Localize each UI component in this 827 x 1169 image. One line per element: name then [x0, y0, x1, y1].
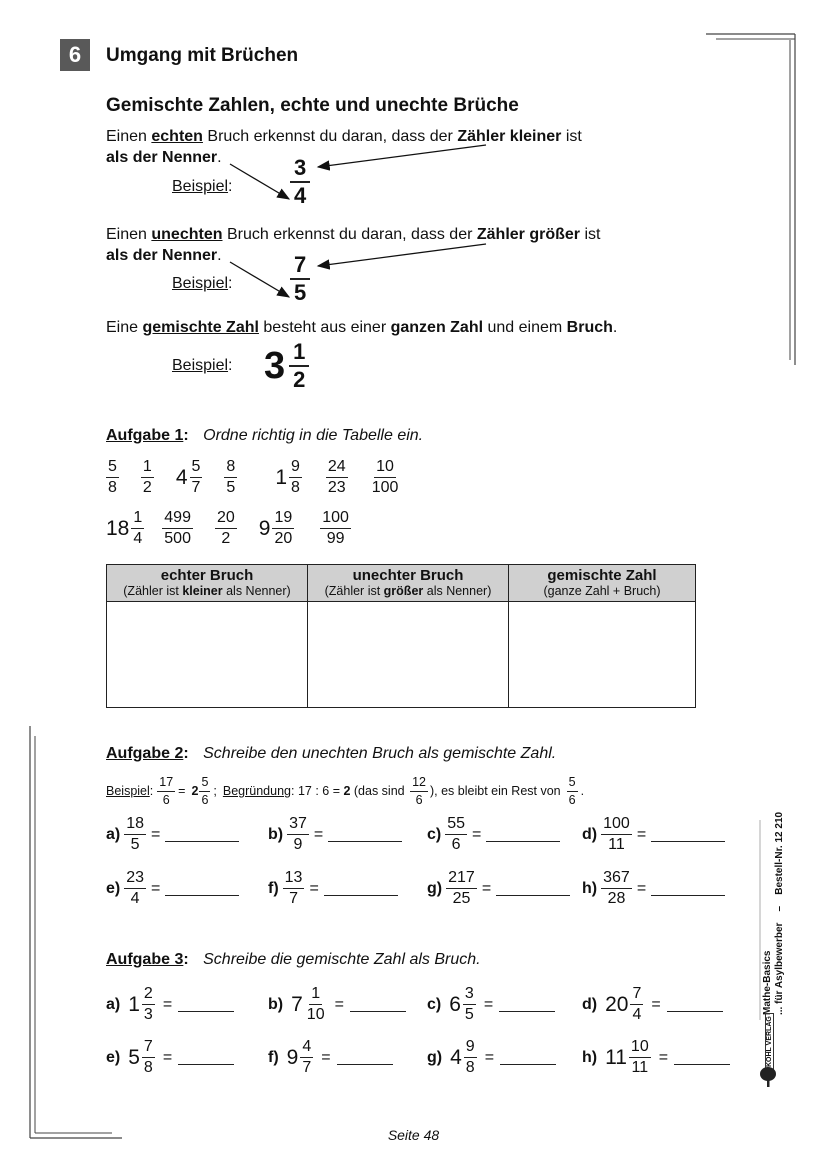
- aufgabe2-label: Aufgabe 2: [106, 745, 184, 762]
- whole-number: 20: [605, 992, 629, 1016]
- whole-number: 18: [106, 516, 130, 540]
- unecht-numerator: 7: [290, 254, 310, 280]
- unecht-beispiel: Beispiel: [172, 275, 229, 292]
- ex-f1-den: 6: [162, 792, 170, 807]
- fraction-numerator: 7: [142, 1039, 155, 1058]
- gemischt-example-number: [264, 341, 309, 391]
- publisher-name: KOHL VERLAG: [766, 1016, 773, 1067]
- fraction-denominator: 9: [293, 836, 303, 853]
- echt-text-3: Bruch erkennst du daran, dass der: [202, 128, 458, 145]
- aufgabe2-example: [106, 776, 584, 806]
- aufgabe2-instruction: Schreibe den unechten Bruch als gemischte Zahl.: [203, 745, 557, 762]
- whole-number: 7: [291, 992, 303, 1016]
- fraction: [142, 986, 155, 1023]
- equals-sign: =: [484, 1048, 495, 1066]
- gemischt-denominator: 2: [293, 367, 306, 392]
- fraction-numerator: 4: [300, 1039, 313, 1058]
- aufgabe3-item: [268, 986, 406, 1023]
- answer-blank[interactable]: [667, 1010, 723, 1012]
- fraction: [283, 870, 305, 907]
- fraction-numerator: 217: [446, 870, 477, 889]
- fraction-numerator: 10: [629, 1039, 651, 1058]
- fraction: [131, 510, 144, 547]
- fraction-denominator: 3: [143, 1006, 153, 1023]
- fraction: [370, 459, 401, 496]
- fraction-denominator: 2: [221, 530, 231, 547]
- answer-blank[interactable]: [324, 894, 398, 896]
- aufgabe1-number: [224, 459, 237, 496]
- aufgabe3-item: [106, 1039, 234, 1076]
- aufgabe1-label: Aufgabe 1: [106, 427, 184, 444]
- side-line-2: [774, 735, 786, 1015]
- ex-res-whole: 2: [191, 784, 199, 798]
- aufgabe2-item: [427, 870, 570, 907]
- fraction-numerator: 3: [463, 986, 476, 1005]
- fraction-numerator: 24: [326, 459, 348, 478]
- ex-calc-b: 2: [343, 784, 351, 798]
- gemischt-numerator: 1: [289, 341, 309, 367]
- whole-number: 9: [286, 1045, 299, 1069]
- gemischt-whole: 3: [264, 344, 286, 387]
- ex-sep: ;: [213, 784, 217, 798]
- whole-number: 1: [275, 465, 287, 489]
- fraction: [326, 459, 348, 496]
- fraction: [629, 1039, 651, 1076]
- answer-blank[interactable]: [337, 1063, 393, 1065]
- fraction-denominator: 20: [274, 530, 293, 547]
- equals-sign: =: [162, 1048, 173, 1066]
- table-header-echt-sub: [109, 584, 305, 598]
- unecht-sub-c: als Nenner): [423, 584, 492, 598]
- ex-res-num: 5: [199, 776, 210, 792]
- section-title: Gemischte Zahlen, echte und unechte Brüche: [106, 95, 519, 116]
- fraction: [287, 816, 309, 853]
- fraction-numerator: 7: [630, 986, 643, 1005]
- unecht-bold-2: als der Nenner: [106, 247, 218, 264]
- aufgabe1-number: [275, 459, 302, 496]
- ex-calc-a: : 17 : 6 =: [291, 784, 344, 798]
- fraction-numerator: 9: [289, 459, 302, 478]
- side-info: [762, 735, 786, 1015]
- unecht-keyword: unechten: [151, 226, 223, 243]
- answer-blank[interactable]: [651, 894, 725, 896]
- aufgabe1-number: [141, 459, 154, 496]
- aufgabe1-fraction-row-1: [106, 459, 424, 496]
- unecht-colon: :: [228, 275, 233, 292]
- aufgabe2-item: [427, 816, 560, 853]
- gemischt-example-label: [172, 357, 232, 375]
- table-header-echt: [107, 565, 308, 602]
- gemischt-keyword: gemischte Zahl: [142, 319, 259, 336]
- chapter-number: 6: [68, 42, 82, 67]
- equals-sign: =: [658, 1048, 669, 1066]
- ex-fraction-1: [157, 776, 175, 806]
- fraction-denominator: 7: [289, 890, 298, 907]
- gemischt-fraction: [289, 341, 309, 391]
- item-label: e): [106, 879, 121, 897]
- fraction-numerator: 10: [374, 459, 396, 478]
- fraction: [162, 510, 193, 547]
- item-label: b): [268, 825, 284, 843]
- equals-sign: =: [151, 825, 161, 843]
- echt-numerator: 3: [290, 157, 310, 183]
- gemischt-period: .: [612, 319, 618, 336]
- fraction-denominator: 11: [608, 836, 625, 853]
- item-label: c): [427, 995, 442, 1013]
- ex-colon: :: [149, 784, 154, 798]
- fraction-denominator: 99: [326, 530, 345, 547]
- equals-sign: =: [483, 995, 494, 1013]
- fraction-denominator: 23: [327, 479, 346, 496]
- item-label: b): [268, 995, 284, 1013]
- gemischt-colon: :: [228, 357, 233, 374]
- ex-f3-num: 5: [567, 776, 578, 792]
- ex-res-fraction: [199, 776, 210, 806]
- answer-blank[interactable]: [178, 1063, 234, 1065]
- fraction-denominator: 8: [108, 479, 117, 496]
- ex-calc-d: ), es bleibt ein Rest von: [430, 784, 561, 798]
- fraction-numerator: 9: [464, 1039, 477, 1058]
- item-label: g): [427, 1048, 443, 1066]
- fraction-denominator: 4: [632, 1006, 642, 1023]
- answer-cell-echt[interactable]: [107, 602, 308, 708]
- aufgabe3-heading: [106, 951, 481, 969]
- ex-fraction-2: [410, 776, 428, 806]
- answer-blank[interactable]: [674, 1063, 730, 1065]
- aufgabe3-instruction: Schreibe die gemischte Zahl als Bruch.: [203, 951, 481, 968]
- answer-blank[interactable]: [165, 840, 239, 842]
- fraction-numerator: 37: [287, 816, 309, 835]
- aufgabe1-number: [106, 459, 119, 496]
- gemischt-beispiel: Beispiel: [172, 357, 229, 374]
- fraction: [464, 1039, 477, 1076]
- equals-sign: =: [636, 825, 647, 843]
- whole-number: 9: [258, 516, 271, 540]
- aufgabe1-number: [106, 510, 144, 547]
- item-label: c): [427, 825, 442, 843]
- aufgabe3-item: [582, 986, 723, 1023]
- ex-begruendung: Begründung: [222, 784, 291, 798]
- answer-blank[interactable]: [328, 840, 402, 842]
- fraction: [141, 459, 154, 496]
- aufgabe2-item: [268, 816, 402, 853]
- fraction: [142, 1039, 155, 1076]
- fraction: [272, 510, 294, 547]
- echt-sub-c: als Nenner): [222, 584, 291, 598]
- fraction-denominator: 11: [631, 1059, 649, 1076]
- answer-blank[interactable]: [499, 1010, 555, 1012]
- table-header-gemischt-title: gemischte Zahl: [547, 567, 657, 584]
- fraction: [601, 816, 632, 853]
- whole-number: 11: [605, 1045, 627, 1069]
- fraction: [445, 816, 467, 853]
- equals-sign: =: [162, 995, 173, 1013]
- fraction: [224, 459, 237, 496]
- fraction: [601, 870, 632, 907]
- explanation-arrows: [0, 0, 827, 420]
- ex-beispiel: Beispiel: [106, 784, 150, 798]
- gemischt-text-1: Eine: [106, 319, 143, 336]
- item-label: g): [427, 879, 443, 897]
- echt-colon: :: [228, 178, 233, 195]
- gemischt-text-5: und einem: [483, 319, 567, 336]
- aufgabe1-heading: [106, 427, 423, 445]
- fraction-denominator: 100: [371, 479, 399, 496]
- ex-calc-c: (das sind: [350, 784, 409, 798]
- fraction-denominator: 4: [133, 530, 143, 547]
- fraction-denominator: 7: [191, 479, 201, 496]
- table-header-unecht-sub: [310, 584, 506, 598]
- ex-calc-e: .: [580, 784, 585, 798]
- fraction-denominator: 10: [306, 1006, 325, 1023]
- fraction-numerator: 18: [124, 816, 146, 835]
- fraction-numerator: 1: [131, 510, 144, 529]
- whole-number: 4: [175, 465, 188, 489]
- fraction-numerator: 367: [601, 870, 632, 889]
- fraction: [320, 510, 351, 547]
- fraction: [215, 510, 237, 547]
- fraction-numerator: 13: [283, 870, 305, 889]
- fraction-denominator: 25: [452, 890, 471, 907]
- ex-fraction-3: [567, 776, 578, 806]
- gemischt-paragraph: [106, 317, 617, 338]
- chapter-title: Umgang mit Brüchen: [106, 45, 299, 66]
- unecht-text-1: Einen: [106, 226, 152, 243]
- fraction: [630, 986, 643, 1023]
- side-subtitle: ... für Asylbewerber: [774, 922, 785, 1015]
- fraction-denominator: 5: [464, 1006, 474, 1023]
- aufgabe1-number: [162, 510, 193, 547]
- aufgabe1-number: [370, 459, 401, 496]
- fraction-numerator: 100: [320, 510, 351, 529]
- fraction-denominator: 4: [130, 890, 140, 907]
- equals-sign: =: [321, 1048, 331, 1066]
- whole-number: 4: [450, 1045, 462, 1069]
- fraction-numerator: 1: [309, 986, 322, 1005]
- aufgabe3-item: [427, 986, 555, 1023]
- fraction-denominator: 6: [451, 836, 461, 853]
- aufgabe2-item: [106, 870, 239, 907]
- answer-blank[interactable]: [651, 840, 725, 842]
- fraction-numerator: 499: [162, 510, 193, 529]
- item-label: d): [582, 995, 598, 1013]
- unecht-bold-1: Zähler größer: [476, 226, 581, 243]
- fraction: [463, 986, 476, 1023]
- table-header-unecht-title: unechter Bruch: [352, 567, 464, 584]
- ex-f1-num: 17: [157, 776, 175, 792]
- equals-sign: =: [636, 879, 647, 897]
- echt-beispiel: Beispiel: [172, 178, 229, 195]
- aufgabe2-item: [582, 816, 725, 853]
- side-dash: –: [774, 905, 785, 912]
- fraction-numerator: 23: [124, 870, 146, 889]
- unecht-text-5: ist: [580, 226, 601, 243]
- fraction: [106, 459, 119, 496]
- fraction-denominator: 8: [291, 479, 300, 496]
- table-header-gemischt-sub: (ganze Zahl + Bruch): [543, 584, 661, 598]
- fraction-denominator: 500: [164, 530, 191, 547]
- equals-sign: =: [334, 995, 344, 1013]
- whole-number: 5: [128, 1045, 140, 1069]
- fraction-numerator: 1: [141, 459, 154, 478]
- unecht-denominator: 5: [294, 280, 307, 305]
- item-label: a): [106, 825, 121, 843]
- publisher-logo: [765, 1013, 774, 1070]
- item-label: h): [582, 1048, 598, 1066]
- fraction: [446, 870, 477, 907]
- ex-res-den: 6: [201, 792, 209, 807]
- aufgabe1-instruction: Ordne richtig in die Tabelle ein.: [203, 427, 424, 444]
- equals-sign: =: [151, 879, 161, 897]
- aufgabe2-heading: [106, 745, 556, 763]
- unecht-period: .: [217, 247, 222, 264]
- ex-f2-num: 12: [410, 776, 428, 792]
- item-label: a): [106, 995, 121, 1013]
- side-order-number: Bestell-Nr. 12 210: [774, 811, 785, 895]
- item-label: f): [268, 879, 279, 897]
- fraction-denominator: 7: [302, 1059, 312, 1076]
- answer-blank[interactable]: [178, 1010, 234, 1012]
- answer-blank[interactable]: [486, 840, 560, 842]
- fraction-numerator: 5: [190, 459, 203, 478]
- equals-sign: =: [651, 995, 661, 1013]
- aufgabe2-item: [582, 870, 725, 907]
- fraction-denominator: 8: [465, 1059, 475, 1076]
- ex-f2-den: 6: [415, 792, 423, 807]
- ex-f3-den: 6: [568, 792, 576, 807]
- table-header-echt-title: echter Bruch: [160, 567, 254, 584]
- answer-cell-gemischt[interactable]: [509, 602, 696, 708]
- equals-sign: =: [309, 879, 319, 897]
- table-header-unecht: [308, 565, 509, 602]
- item-label: h): [582, 879, 598, 897]
- unecht-sub-b: größer: [383, 584, 424, 598]
- echt-text-5: ist: [561, 128, 582, 145]
- item-label: e): [106, 1048, 121, 1066]
- fraction: [300, 1039, 313, 1076]
- fraction-denominator: 2: [142, 479, 152, 496]
- fraction-denominator: 5: [130, 836, 140, 853]
- fraction-denominator: 28: [607, 890, 626, 907]
- aufgabe3-item: [106, 986, 234, 1023]
- aufgabe2-item: [268, 870, 398, 907]
- answer-blank[interactable]: [165, 894, 239, 896]
- answer-blank[interactable]: [496, 894, 570, 896]
- echt-keyword: echten: [151, 128, 203, 145]
- fraction-numerator: 19: [272, 510, 294, 529]
- echt-sub-b: kleiner: [182, 584, 223, 598]
- aufgabe3-item: [268, 1039, 393, 1076]
- aufgabe3-colon: :: [183, 951, 189, 968]
- echt-sub-a: (Zähler ist: [123, 584, 183, 598]
- unecht-sub-a: (Zähler ist: [324, 584, 384, 598]
- fraction-numerator: 8: [224, 459, 237, 478]
- fraction: [124, 816, 146, 853]
- aufgabe1-number: [215, 510, 237, 547]
- aufgabe1-fraction-row-2: [106, 510, 375, 547]
- side-title: Mathe-Basics: [762, 950, 773, 1015]
- aufgabe1-number: [320, 510, 351, 547]
- equals-sign: =: [481, 879, 492, 897]
- echt-text-1: Einen: [106, 128, 152, 145]
- ex-eq: =: [178, 784, 186, 798]
- aufgabe3-item: [582, 1039, 730, 1076]
- echt-denominator: 4: [294, 183, 307, 208]
- whole-number: 6: [449, 992, 461, 1016]
- aufgabe1-colon: :: [183, 427, 189, 444]
- fraction-numerator: 5: [106, 459, 119, 478]
- fraction-numerator: 20: [215, 510, 237, 529]
- fraction: [124, 870, 146, 907]
- echt-bold-1: Zähler kleiner: [457, 128, 562, 145]
- aufgabe3-label: Aufgabe 3: [106, 951, 184, 968]
- fraction: [305, 986, 327, 1023]
- gemischt-bold-2: Bruch: [566, 319, 613, 336]
- item-label: f): [268, 1048, 279, 1066]
- fraction-numerator: 100: [601, 816, 632, 835]
- equals-sign: =: [313, 825, 324, 843]
- table-header-gemischt: [509, 565, 696, 602]
- equals-sign: =: [472, 825, 482, 843]
- unecht-text-3: Bruch erkennst du daran, dass der: [222, 226, 477, 243]
- fraction-denominator: 5: [226, 479, 236, 496]
- answer-cell-unecht[interactable]: [308, 602, 509, 708]
- aufgabe2-item: [106, 816, 239, 853]
- whole-number: 1: [128, 992, 140, 1016]
- echt-bold-2: als der Nenner: [106, 149, 218, 166]
- gemischt-text-3: besteht aus einer: [258, 319, 391, 336]
- fraction-denominator: 8: [143, 1059, 153, 1076]
- fraction: [190, 459, 203, 496]
- fraction: [289, 459, 302, 496]
- aufgabe1-number: [259, 510, 294, 547]
- echt-period: .: [217, 149, 222, 166]
- tree-icon: [758, 1066, 778, 1088]
- page-number: Seite 48: [387, 1127, 440, 1143]
- fraction-numerator: 55: [445, 816, 467, 835]
- aufgabe2-colon: :: [183, 745, 189, 762]
- side-line-1: [762, 735, 774, 1015]
- answer-blank[interactable]: [500, 1063, 556, 1065]
- aufgabe3-item: [427, 1039, 556, 1076]
- answer-blank[interactable]: [350, 1010, 406, 1012]
- aufgabe1-number: [176, 459, 203, 496]
- fraction-numerator: 2: [142, 986, 155, 1005]
- item-label: d): [582, 825, 598, 843]
- aufgabe1-number: [326, 459, 348, 496]
- sorting-table: [106, 564, 696, 708]
- gemischt-bold-1: ganzen Zahl: [390, 319, 484, 336]
